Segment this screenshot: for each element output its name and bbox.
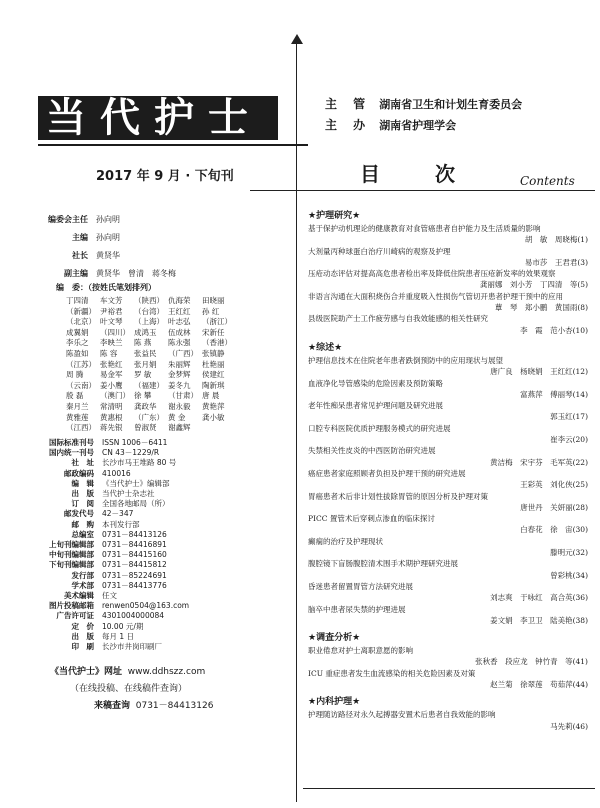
toc-section-heading: ★综述★ [308, 342, 343, 353]
committee-member: （云南） [66, 380, 96, 390]
toc-entry-title: 县级医院助产士工作疲劳感与自我效能感的相关性研究 [308, 314, 488, 324]
toc-entry[interactable] [308, 268, 588, 291]
toc-entry-title: 护理信息技术在住院老年患者跌倒预防中的应用现状与展望 [308, 355, 503, 365]
phone-number: 0731－84413126 [135, 701, 214, 711]
committee-member: （福建） [134, 380, 164, 390]
website-row [50, 664, 205, 677]
publication-value: 42－347 [102, 509, 134, 519]
publication-key: 下旬刊编辑部 [49, 560, 94, 570]
toc-entry-authors: 崔李云(20) [550, 435, 588, 445]
toc-entry-authors: 胡 敏 周晓梅(1) [524, 235, 588, 245]
committee-member: 丁四清 [66, 296, 89, 305]
toc-entry-authors: 张秋香 段应龙 钟竹青 等(41) [475, 657, 588, 667]
committee-row [66, 328, 236, 339]
publication-value: 0731－84416891 [102, 540, 167, 550]
committee-member: 谢永毅 [168, 401, 191, 411]
committee-member: 周 腾 [66, 370, 84, 380]
toc-entry-title: 老年性痴呆患者常见护理问题及研究进展 [308, 401, 443, 411]
committee-row [66, 338, 236, 349]
editor-role: 副主编 [64, 269, 88, 278]
committee-row [66, 391, 236, 402]
committee-member: 黄惠根 [100, 412, 123, 422]
committee-member: （四川） [100, 327, 130, 337]
committee-member: 陈 燕 [134, 338, 152, 348]
committee-member: 黄 金 [168, 412, 186, 422]
committee-member: （香港） [202, 338, 232, 348]
sponsor-label: 主 管 [325, 97, 372, 111]
committee-member: （陕西） [134, 296, 164, 305]
publication-key: 总编室 [71, 529, 94, 539]
committee-member: （广东） [134, 412, 164, 422]
committee-member: 黄艳萍 [202, 401, 225, 411]
committee-row [66, 413, 236, 424]
publication-row [2, 448, 189, 458]
publication-row [2, 438, 189, 448]
committee-member: 龚政华 [134, 401, 157, 411]
phone-row [94, 698, 213, 711]
publication-value: 当代护士杂志社 [102, 489, 155, 499]
editor-row [30, 232, 176, 244]
publication-row [2, 601, 189, 611]
committee-member: 成鸿玉 [134, 327, 157, 337]
committee-member: 朱丽辉 [168, 359, 191, 369]
toc-entry-authors: 马先莉(46) [550, 721, 588, 731]
toc-entry[interactable] [308, 355, 588, 378]
publication-value: 4301004000084 [102, 611, 165, 621]
toc-entry-authors: 龚丽娜 刘小芳 丁四清 等(5) [479, 280, 588, 290]
toc-entry-authors: 易市莎 王君君(3) [524, 257, 588, 267]
publication-row [2, 469, 189, 479]
committee-member: 徐 攀 [134, 391, 152, 401]
publication-row [2, 499, 189, 509]
toc-entry-title: 压疮动态评估对提高高危患者检出率及降低住院患者压疮新发率的效果观察 [308, 269, 556, 279]
committee-member: 叶志弘 [168, 317, 191, 327]
publication-row [2, 520, 189, 530]
committee-member: 张镇静 [202, 348, 225, 358]
committee-member: （澳门） [100, 391, 130, 401]
publication-key: 国内统一刊号 [49, 448, 94, 458]
toc-entry-authors: 白春花 徐 宙(30) [520, 525, 588, 535]
committee-member: 陶新琪 [202, 380, 225, 390]
publication-row [2, 622, 189, 632]
publication-value: renwen0504@163.com [102, 601, 190, 611]
publication-value: 0731－84415160 [102, 550, 167, 560]
committee-member: 秦月兰 [66, 401, 89, 411]
committee-member: 黄雅莲 [66, 412, 89, 422]
toc-entry[interactable] [308, 558, 588, 581]
committee-member: （江苏） [66, 359, 96, 369]
toc-entry[interactable] [308, 223, 588, 246]
publication-info [2, 438, 189, 652]
toc-entry[interactable] [308, 581, 588, 604]
committee-member: 李乐之 [66, 338, 89, 348]
toc-entry-title: 胃癌患者术后非计划性拔除胃管的原因分析及护理对策 [308, 491, 488, 501]
committee-member [202, 423, 236, 434]
publication-row [2, 632, 189, 642]
arrow-up-icon [291, 34, 303, 44]
toc-entry-authors: 黄洁梅 宋宇芬 毛军英(22) [490, 457, 588, 467]
committee-member: （北京） [66, 317, 96, 327]
toc-entry-title: 血液净化导管感染的危险因素及预防策略 [308, 378, 443, 388]
committee-row [66, 381, 236, 392]
committee-member: 谢鑫辉 [168, 423, 191, 433]
publication-key: 印 刷 [71, 642, 94, 652]
toc-entry-authors: 富燕萍 傅丽琴(14) [520, 389, 588, 399]
publication-value: 0731－84415812 [102, 560, 167, 570]
sponsor-line-1 [325, 95, 522, 112]
publication-row [2, 479, 189, 489]
publication-value: 长沙市马王堆路 80 号 [102, 458, 177, 468]
toc-entry-authors: 王彩英 刘化侠(25) [520, 480, 588, 490]
committee-row [66, 370, 236, 381]
committee-member: 常清明 [100, 401, 123, 411]
sponsor-label: 主 办 [325, 118, 372, 132]
sponsor-value: 湖南省护理学会 [379, 119, 457, 132]
publication-value: 本刊发行部 [102, 519, 140, 529]
publication-row [2, 550, 189, 560]
committee-member: 姜冬九 [168, 380, 191, 390]
committee-row [66, 317, 236, 328]
issue-date: 2017 年 9 月 · 下旬刊 [96, 169, 234, 184]
toc-section-heading: ★调查分析★ [308, 633, 361, 644]
publication-key: 出 版 [71, 489, 94, 499]
committee-grid [66, 296, 236, 434]
editor-row [30, 250, 176, 262]
committee-member: （甘肃） [168, 391, 198, 401]
vertical-rule [296, 42, 297, 802]
committee-member: 孙 红 [202, 306, 220, 316]
committee-member: 蒋先银 [100, 423, 123, 433]
website-url[interactable]: www.ddhszz.com [127, 667, 206, 677]
committee-member: 陈 容 [100, 348, 118, 358]
editor-name: 孙向明 [96, 233, 120, 242]
committee-member: 张益民 [134, 348, 157, 358]
publication-key: 编 辑 [71, 478, 94, 488]
publication-key: 图片投稿邮箱 [49, 601, 94, 611]
toc-entry-title: 癫痫的治疗及护理现状 [308, 536, 383, 546]
toc-entry[interactable] [308, 445, 588, 468]
committee-member: 李映兰 [100, 338, 123, 348]
toc-entry[interactable] [308, 513, 588, 536]
toc-entry[interactable] [308, 246, 588, 269]
website-label: 《当代护士》网址 [50, 667, 123, 677]
committee-member: 陈盈如 [66, 348, 89, 358]
toc-entry[interactable] [308, 645, 588, 668]
publication-key: 社 址 [71, 458, 94, 468]
toc-section-heading: ★内科护理★ [308, 697, 361, 708]
publication-value: 0731－85224691 [102, 570, 167, 580]
editor-role: 主编 [72, 233, 88, 242]
committee-member: （浙江） [202, 317, 232, 327]
publication-value: 全国各地邮局（所） [102, 499, 170, 509]
committee-member: 金梦辉 [168, 370, 191, 380]
toc-entry[interactable] [308, 400, 588, 423]
publication-value: 410016 [102, 468, 131, 478]
toc-entry-title: 癌症患者家庭照顾者负担及护理干预的研究进展 [308, 468, 466, 478]
toc-entry-title: 护理随访路径对永久起搏器安置术后患者自我效能的影响 [308, 710, 496, 720]
committee-member: （上海） [134, 317, 164, 327]
toc-entry-title: 职业倦怠对护士离职意愿的影响 [308, 646, 413, 656]
publication-key: 定 价 [71, 621, 94, 631]
toc-entry-title: 口腔专科医院优质护理服务模式的研究进展 [308, 423, 451, 433]
toc-entry[interactable] [308, 536, 588, 559]
toc-entry[interactable] [308, 709, 588, 732]
publication-key: 邮政编码 [64, 468, 94, 478]
toc-section-heading: ★护理研究★ [308, 211, 361, 221]
committee-row [66, 423, 236, 434]
publication-key: 上旬刊编辑部 [49, 540, 94, 550]
toc-entry[interactable] [308, 468, 588, 491]
editor-list [30, 214, 176, 286]
toc-list [308, 200, 588, 732]
sponsor-value: 湖南省卫生和计划生育委员会 [379, 98, 523, 111]
committee-member: 唐 晨 [202, 391, 220, 401]
publication-value: 0731－84413776 [102, 580, 167, 590]
publication-value: 《当代护士》编辑部 [102, 478, 170, 488]
committee-row [66, 307, 236, 318]
toc-entry[interactable] [308, 491, 588, 514]
committee-member: 成翼娟 [66, 327, 89, 337]
publication-value: 任文 [102, 591, 117, 601]
publication-value: 每月 1 日 [102, 631, 135, 641]
title-underline [38, 144, 308, 146]
toc-entry[interactable] [308, 378, 588, 401]
editor-name: 黄贤华 曾清 蒋冬梅 [96, 269, 176, 278]
toc-entry-authors: 滕明元(32) [550, 548, 588, 558]
committee-member: 罗 敏 [134, 370, 152, 380]
committee-row [66, 360, 236, 371]
committee-member: 龚小敏 [202, 412, 225, 422]
publication-key: 美术编辑 [64, 591, 94, 601]
toc-entry-title: 大剂量丙种球蛋白治疗川崎病的观察及护理 [308, 246, 451, 256]
editor-name: 孙向明 [96, 215, 120, 224]
toc-title-english: Contents [520, 174, 575, 188]
publication-key: 国际标准刊号 [49, 438, 94, 447]
committee-member: 杜艳丽 [202, 359, 225, 369]
toc-entry-title: ICU 重症患者发生血流感染的相关危险因素及对策 [308, 668, 476, 678]
committee-member: 仇海荣 [168, 296, 191, 305]
committee-member: 田晓丽 [202, 296, 225, 305]
toc-entry-title: PICC 置管术后穿刺点渗血的临床探讨 [308, 514, 435, 524]
toc-entry-authors: 唐广良 杨晓娟 王红红(12) [490, 367, 588, 377]
committee-member: 易金军 [100, 370, 123, 380]
publication-key: 广告许可证 [56, 611, 94, 621]
publication-key: 中旬刊编辑部 [49, 550, 94, 560]
publication-key: 出 版 [71, 631, 94, 641]
toc-entry[interactable] [308, 313, 588, 336]
committee-member: 车文芳 [100, 296, 123, 305]
committee-member: （台湾） [134, 306, 164, 316]
committee-member: 王红红 [168, 306, 191, 316]
publication-row [2, 560, 189, 570]
editor-role: 编委会主任 [48, 215, 88, 224]
toc-entry-authors: 赵兰菊 徐翠莲 苟茹萍(44) [490, 679, 588, 689]
committee-row [66, 349, 236, 360]
committee-member: 张艳红 [100, 359, 123, 369]
toc-entry-authors: 郭玉红(17) [550, 412, 588, 422]
sponsor-line-2 [325, 116, 456, 133]
toc-entry-authors: 刘志爽 于咏红 高合英(36) [490, 593, 588, 603]
publication-row [2, 458, 189, 468]
publication-value: 长沙市井岗印刷厂 [102, 642, 162, 652]
toc-entry-authors: 唐世丹 关妍丽(28) [520, 502, 588, 512]
publication-row [2, 540, 189, 550]
toc-entry[interactable] [308, 668, 588, 691]
website-note: （在线投稿、在线稿件查询） [70, 684, 188, 694]
publication-row [2, 642, 189, 652]
committee-member: 殷 磊 [66, 391, 84, 401]
publication-key: 发行部 [71, 570, 94, 580]
publication-key: 邮发代号 [64, 509, 94, 519]
committee-row [66, 296, 236, 307]
toc-entry[interactable] [308, 604, 588, 627]
committee-member: 曾淑贤 [134, 423, 157, 433]
committee-row [66, 402, 236, 413]
horizontal-rule [250, 190, 595, 191]
publication-value: 10.00 元/期 [102, 621, 144, 631]
toc-entry-authors: 曾彩桃(34) [550, 570, 588, 580]
publication-row [2, 509, 189, 519]
publication-row [2, 581, 189, 591]
toc-entry-authors: 李 霞 范小杏(10) [520, 325, 588, 335]
committee-member: 伍成林 [168, 327, 191, 337]
publication-row [2, 571, 189, 581]
toc-entry-title: 失禁相关性皮炎的中西医防治研究进展 [308, 446, 436, 456]
editor-name: 黄贤华 [96, 251, 120, 260]
editor-role: 社长 [72, 251, 88, 260]
committee-member: 陈永强 [168, 338, 191, 348]
publication-value: ISSN 1006－6411 [102, 438, 168, 447]
publication-value: 0731－84413126 [102, 529, 167, 539]
committee-member: （新疆） [66, 306, 96, 316]
publication-value: CN 43－1229/R [102, 448, 160, 458]
toc-entry-title: 基于保护动机理论的健康教育对食管癌患者自护能力及生活质量的影响 [308, 224, 541, 233]
toc-entry-title: 脑卒中患者尿失禁的护理进展 [308, 604, 406, 614]
toc-title: 目 次 [360, 162, 479, 186]
toc-entry-title: 腹腔镜下盲肠腹腔清术围手术期护理研究进展 [308, 559, 458, 569]
publication-row [2, 489, 189, 499]
publication-key: 邮 购 [71, 519, 94, 529]
toc-entry-title: 非语言沟通在大面积烧伤合并重度吸入性损伤气管切开患者护理干预中的应用 [308, 291, 563, 301]
toc-entry-title: 昏迷患者留置胃管方法研究进展 [308, 581, 413, 591]
committee-member: 侯建红 [202, 370, 225, 380]
committee-member: 宋新任 [202, 327, 225, 337]
publication-key: 学术部 [71, 580, 94, 590]
bottom-rule [303, 788, 595, 789]
publication-row [2, 611, 189, 621]
committee-member: （广西） [168, 348, 198, 358]
publication-row [2, 530, 189, 540]
committee-label: 编 委：（按姓氏笔划排列） [56, 282, 156, 292]
publication-row [2, 591, 189, 601]
committee-member: 叶文琴 [100, 317, 123, 327]
toc-entry[interactable] [308, 423, 588, 446]
committee-member: 尹裕君 [100, 306, 123, 316]
toc-entry-authors: 姜文娟 李卫卫 陆美艳(38) [490, 615, 588, 625]
publication-key: 订 阅 [71, 499, 94, 509]
toc-entry-authors: 蕈 琴 郑小鹏 黄国雨(8) [494, 303, 588, 313]
editor-row [30, 268, 176, 280]
committee-member: （江西） [66, 423, 96, 433]
toc-entry[interactable] [308, 291, 588, 314]
journal-title: 当代护士 [38, 96, 278, 140]
committee-member: 张月娟 [134, 359, 157, 369]
editor-row [30, 214, 176, 226]
phone-label: 来稿查询 [94, 701, 131, 711]
committee-member: 姜小鹰 [100, 380, 123, 390]
